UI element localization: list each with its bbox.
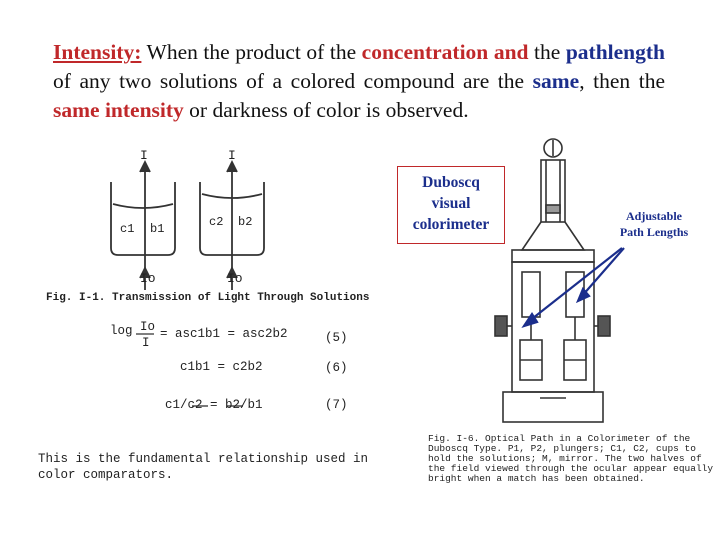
duboscq-line-3: colorimeter: [412, 216, 490, 233]
eq6-body: c1b1 = c2b2: [180, 360, 263, 374]
fig6-line-3: hold the solutions; M, mirror. The two halves of: [428, 453, 702, 464]
duboscq-line-1: Duboscq: [422, 174, 480, 191]
b1-label: b1: [150, 222, 165, 236]
intensity-term: intensity: [104, 98, 184, 122]
note-line-1: This is the fundamental relationship used in: [38, 452, 369, 466]
fig6-line-4: the field viewed through the ocular appear equally: [428, 463, 714, 474]
intro-text-1: When the product of the: [141, 40, 362, 64]
eq5-log: log: [110, 324, 133, 338]
intro-text-5: or darkness of color is observed.: [183, 98, 469, 122]
eq5-io: Io: [140, 320, 156, 334]
eq5-rhs: = asc1b1 = asc2b2: [160, 327, 288, 341]
fig6-line-5: bright when a match has been obtained.: [428, 473, 645, 484]
fig6-caption: [428, 434, 713, 484]
intro-text-2: the: [528, 40, 566, 64]
incident-light-label: I: [140, 148, 148, 163]
eq5-i: I: [142, 336, 150, 350]
adjustable-arrows: [524, 248, 624, 326]
incident-light-label-2: I: [228, 148, 236, 163]
fig1-caption: Fig. I-1. Transmission of Light Through Solutions: [46, 292, 370, 304]
b2-label: b2: [238, 215, 253, 229]
fundamental-note: [38, 451, 368, 483]
c2-label: c2: [209, 215, 224, 229]
and-term: and: [493, 40, 529, 64]
adjustable-line-1: Adjustable: [625, 209, 682, 223]
intensity-label: Intensity:: [53, 40, 142, 64]
pathlength-term: pathlength: [565, 40, 665, 64]
duboscq-callout: [397, 166, 505, 244]
fig6-line-1: Fig. I-6. Optical Path in a Colorimeter of the: [428, 433, 691, 444]
transmitted-light-label: Io: [140, 271, 156, 286]
duboscq-line-2: visual: [431, 195, 471, 212]
eq5-number: (5): [325, 331, 348, 345]
eq7-number: (7): [325, 398, 348, 412]
fig6-line-2: Duboscq Type. P1, P2, plungers; C1, C2, cups to: [428, 443, 696, 454]
same-term-2: same: [53, 98, 100, 122]
intro-text-4: , then the: [579, 69, 665, 93]
eq7-body: c1/c2 = b2/b1: [165, 398, 263, 412]
c1-label: c1: [120, 222, 135, 236]
colorimeter-apparatus: [495, 139, 610, 422]
note-line-2: color comparators.: [38, 468, 174, 482]
adjustable-label: [600, 208, 708, 240]
adjustable-line-2: Path Lengths: [619, 225, 689, 239]
intro-text-3: of any two solutions of a colored compound are the: [53, 69, 533, 93]
same-term-1: same: [532, 69, 580, 93]
eq6-number: (6): [325, 361, 348, 375]
transmitted-light-label-2: Io: [227, 271, 243, 286]
concentration-term: concentration: [361, 40, 489, 64]
